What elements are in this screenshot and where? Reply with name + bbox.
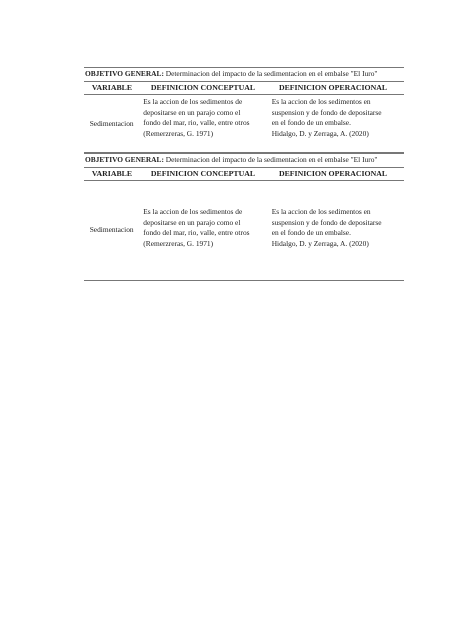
operational-citation: Hidalgo, D. y Zerraga, A. (2020)	[271, 128, 369, 138]
conceptual-line: Es la accion de los sedimentos de	[143, 97, 243, 107]
header-variable: VARIABLE	[91, 82, 133, 92]
operational-line: en el fondo de un embalse.	[271, 118, 351, 128]
operational-line: suspension y de fondo de depositarse	[271, 217, 382, 227]
conceptual-line: depositarse en un parajo como el	[143, 107, 241, 117]
definitions-table-1	[84, 67, 404, 153]
operational-line: suspension y de fondo de depositarse	[271, 107, 382, 117]
conceptual-citation: (Remerzreras, G. 1971)	[143, 238, 214, 248]
objective-row	[84, 68, 404, 82]
objective-text: Determinacion del impacto de la sedimentacion en el embalse "El Iuro"	[163, 155, 378, 164]
variable-cell: Sedimentacion	[89, 225, 134, 235]
objective-label: OBJETIVO GENERAL:	[85, 69, 164, 78]
header-operational: DEFINICION OPERACIONAL	[278, 168, 388, 178]
operational-citation: Hidalgo, D. y Zerraga, A. (2020)	[271, 238, 369, 248]
objective-row	[84, 154, 404, 168]
operational-cell	[268, 181, 404, 280]
conceptual-line: Es la accion de los sedimentos de	[143, 207, 243, 217]
conceptual-line: fondo del mar, rio, valle, entre otros	[143, 228, 250, 238]
header-conceptual: DEFINICION CONCEPTUAL	[150, 168, 256, 178]
conceptual-cell	[139, 97, 267, 152]
operational-cell	[268, 97, 404, 152]
operational-line: en el fondo de un embalse.	[271, 228, 351, 238]
conceptual-citation: (Remerzreras, G. 1971)	[143, 128, 214, 138]
definitions-table-2	[84, 153, 404, 281]
operational-line: Es la accion de los sedimentos en	[271, 97, 371, 107]
conceptual-line: fondo del mar, rio, valle, entre otros	[143, 118, 250, 128]
operational-line: Es la accion de los sedimentos en	[271, 207, 371, 217]
table-row	[84, 181, 404, 280]
objective-text: Determinacion del impacto de la sedimentacion en el embalse "El Iuro"	[163, 69, 378, 78]
header-row	[84, 82, 404, 96]
conceptual-cell	[139, 181, 267, 280]
variable-cell: Sedimentacion	[89, 119, 134, 129]
header-conceptual: DEFINICION CONCEPTUAL	[150, 82, 256, 92]
header-variable: VARIABLE	[91, 168, 133, 178]
table-row	[84, 95, 404, 152]
objective-label: OBJETIVO GENERAL:	[85, 155, 164, 164]
header-row	[84, 168, 404, 182]
conceptual-line: depositarse en un parajo como el	[143, 217, 241, 227]
header-operational: DEFINICION OPERACIONAL	[278, 82, 388, 92]
